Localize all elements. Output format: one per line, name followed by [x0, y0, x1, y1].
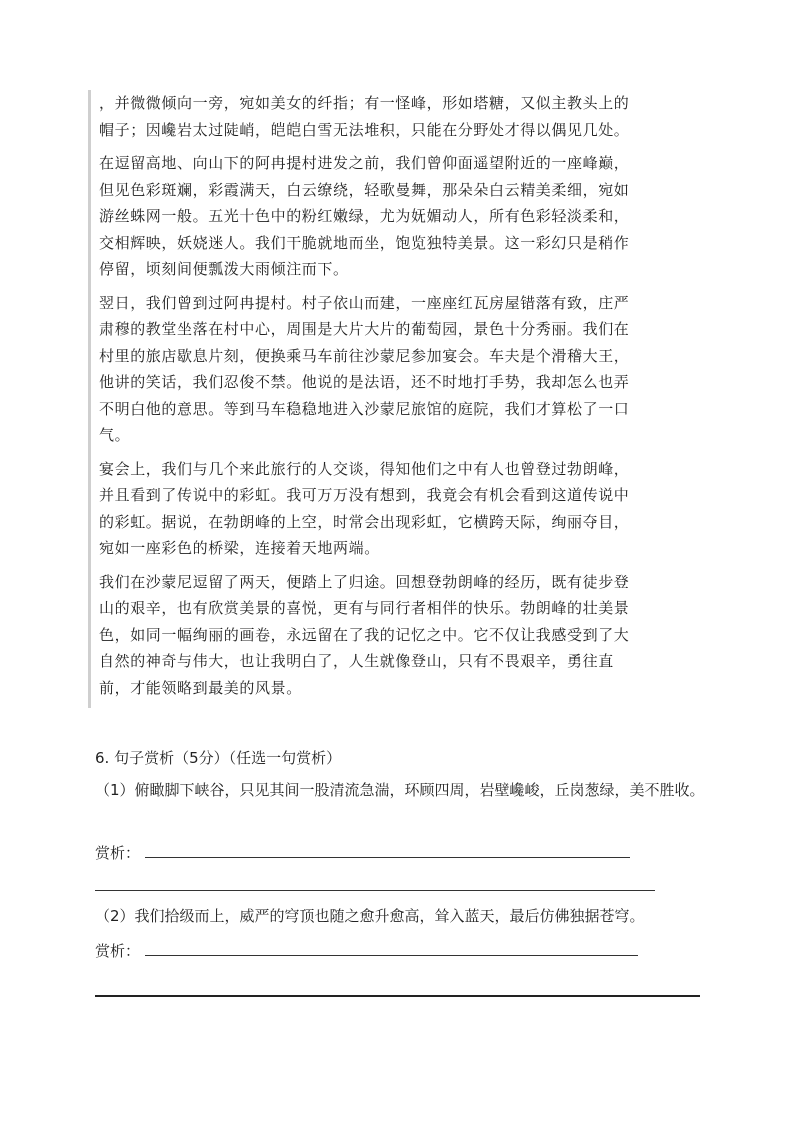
passage-paragraph-5: 我们在沙蒙尼逗留了两天，便踏上了归途。回想登勃朗峰的经历，既有徒步登山的艰辛，也有欣赏美景的喜悦，更有与同行者相伴的快乐。勃朗峰的壮美景色，如同一幅绚丽的画卷，永远留在了我的记忆之中。它不仅让我感受到了大自然的神奇与伟大，也让我明白了，人生就像登山，只有不畏艰辛，勇往直前，才能领略到最美的风景。 [99, 572, 630, 697]
answer-line-2[interactable] [145, 955, 638, 956]
passage-paragraph-1: ，并微微倾向一旁，宛如美女的纤指；有一怪峰，形如塔糖，又似主教头上的帽子；因巉岩太过陡峭，皑皑白雪无法堆积，只能在分野处才得以偶见几处。 [99, 94, 630, 139]
answer-label-1: 赏析： [95, 844, 141, 862]
bottom-divider [95, 995, 700, 997]
passage-blockquote [88, 90, 639, 708]
passage-paragraph-2: 在逗留高地、向山下的阿冉提村进发之前，我们曾仰面遥望附近的一座峰巅，但见色彩斑斓，彩霞满天，白云缭绕，轻歌曼舞，那朵朵白云精美柔细，宛如游丝蛛网一般。五光十色中的粉红嫩绿，尤为妩媚动人，所有色彩轻淡柔和，交相辉映，妖娆迷人。我们干脆就地而坐，饱览独特美景。这一彩幻只是稍作停留，顷刻间便瓢泼大雨倾注而下。 [99, 154, 630, 278]
question-item-2: （2）我们拾级而上，威严的穹顶也随之愈升愈高，耸入蓝天，最后仿佛独据苍穹。 [95, 907, 645, 925]
answer-line-1a[interactable] [145, 857, 630, 858]
answer-line-1b[interactable] [95, 890, 655, 891]
passage-paragraph-3: 翌日，我们曾到过阿冉提村。村子依山而建，一座座红瓦房屋错落有致，庄严肃穆的教堂坐落在村中心，周围是大片大片的葡萄园，景色十分秀丽。我们在村里的旅店歇息片刻，便换乘马车前往沙蒙尼参加宴会。车夫是个滑稽大王，他讲的笑话，我们忍俊不禁。他说的是法语，还不时地打手势，我却怎么也弄不明白他的意思。等到马车稳稳地进入沙蒙尼旅馆的庭院，我们才算松了一口气。 [99, 293, 630, 444]
question-title: 6. 句子赏析（5分）（任选一句赏析） [95, 749, 342, 767]
question-item-1: （1）俯瞰脚下峡谷，只见其间一股清流急湍，环顾四周，岩壁巉峻，丘岗葱绿，美不胜收。 [95, 781, 705, 799]
answer-label-2: 赏析： [95, 942, 141, 960]
passage-paragraph-4: 宴会上，我们与几个来此旅行的人交谈，得知他们之中有人也曾登过勃朗峰，并且看到了传说中的彩虹。我可万万没有想到，我竟会有机会看到这道传说中的彩虹。据说，在勃朗峰的上空，时常会出现彩虹，它横跨天际，绚丽夺目，宛如一座彩色的桥梁，连接着天地两端。 [99, 459, 630, 557]
